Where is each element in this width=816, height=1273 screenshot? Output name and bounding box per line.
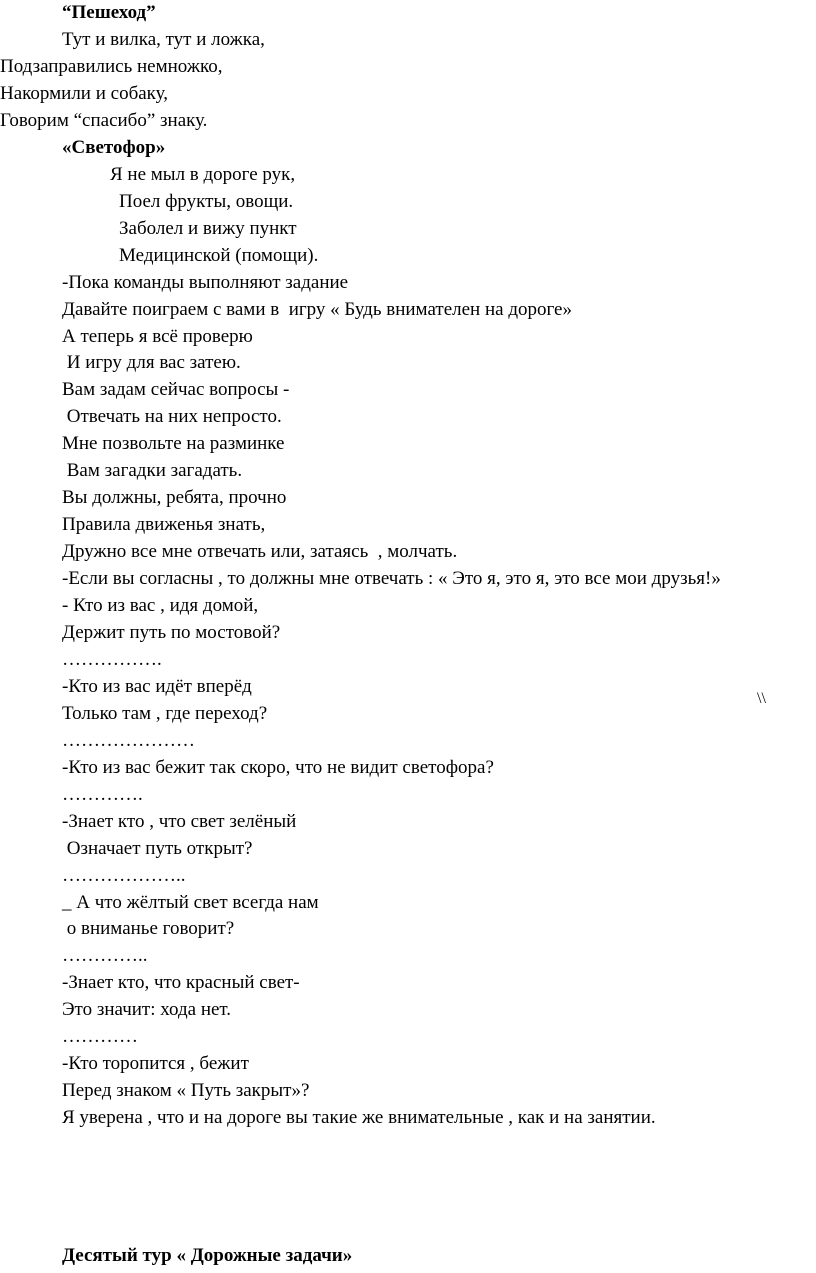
poem-line: Подзаправились немножко, [0,56,223,77]
answer-placeholder: ……………. [62,649,162,670]
text-line: А теперь я всё проверю [62,326,253,347]
text-line: -Пока команды выполняют задание [62,272,349,293]
poem-line: Поел фрукты, овощи. [119,191,294,212]
poem-line: Я не мыл в дороге рук, [110,164,296,185]
poem-title-pedestrian: “Пешеход” [62,2,156,23]
answer-placeholder: ………….. [62,945,148,966]
text-line: -Кто из вас идёт вперёд [62,676,252,697]
text-line: -Кто торопится , бежит [62,1053,249,1074]
poem-line: Тут и вилка, тут и ложка, [62,29,265,50]
text-line: - Кто из вас , идя домой, [62,595,259,616]
text-line: -Кто из вас бежит так скоро, что не видит светофора? [62,757,494,778]
stray-mark: \\ [757,690,766,707]
answer-placeholder: ……………….. [62,865,186,886]
text-line: Отвечать на них непросто. [62,406,282,427]
text-line: Держит путь по мостовой? [62,622,281,643]
text-line: Правила движенья знать, [62,514,266,535]
poem-line: Говорим “спасибо” знаку. [0,110,208,131]
answer-placeholder: …………. [62,784,143,805]
text-line: Перед знаком « Путь закрыт»? [62,1080,310,1101]
answer-placeholder: ………………… [62,730,195,751]
text-line: Дружно все мне отвечать или, затаясь , молчать. [62,541,458,562]
text-line: Только там , где переход? [62,703,268,724]
text-line: Это значит: хода нет. [62,999,232,1020]
text-line: Давайте поиграем с вами в игру « Будь внимателен на дороге» [62,299,572,320]
poem-line: Медицинской (помощи). [119,245,319,266]
text-line: -Знает кто , что свет зелёный [62,811,297,832]
text-line: Я уверена , что и на дороге вы такие же внимательные , как и на занятии. [62,1107,656,1128]
text-line: _ А что жёлтый свет всегда нам [62,892,319,913]
text-line: Вам загадки загадать. [62,460,243,481]
text-line: Вы должны, ребята, прочно [62,487,287,508]
text-line: о вниманье говорит? [62,918,235,939]
text-line: Означает путь открыт? [62,838,253,859]
text-line: И игру для вас затею. [62,352,241,373]
text-line: Мне позвольте на разминке [62,433,285,454]
text-line: Вам задам сейчас вопросы - [62,379,290,400]
text-line: -Знает кто, что красный свет- [62,972,300,993]
poem-line: Заболел и вижу пункт [119,218,297,239]
section-title: Десятый тур « Дорожные задачи» [62,1245,353,1266]
poem-title-traffic-light: «Светофор» [62,137,166,158]
poem-line: Накормили и собаку, [0,83,168,104]
answer-placeholder: ………… [62,1026,138,1047]
text-line: -Если вы согласны , то должны мне отвечать : « Это я, это я, это все мои друзья!» [62,568,721,589]
